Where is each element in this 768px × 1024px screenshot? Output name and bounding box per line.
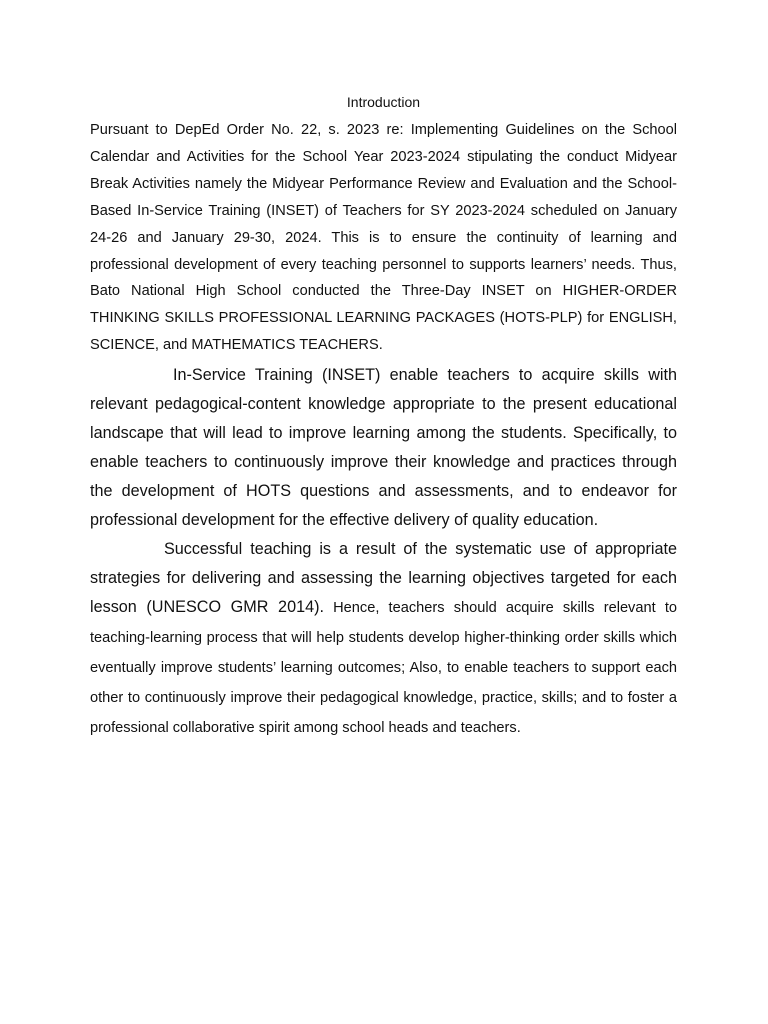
- paragraph-deped-order: Pursuant to DepEd Order No. 22, s. 2023 re: Implementing Guidelines on the School Calendar and Activities for the School Year 2023-2024 stipulating the conduct Midyear Break Activities namely the Midyear Performance Review and Evaluation and the School-Based In-Service Training (INSET) of Teachers for SY 2023-2024 scheduled on January 24-26 and January 29-30, 2024. This is to ensure the continuity of learning and professional development of every teaching personnel to supports learners’ needs. Thus, Bato National High School conducted the Three-Day INSET on HIGHER-ORDER THINKING SKILLS PROFESSIONAL LEARNING PACKAGES (HOTS-PLP) for ENGLISH, SCIENCE, and MATHEMATICS TEACHERS.: [90, 122, 677, 354]
- document-heading: Introduction: [346, 94, 421, 110]
- paragraph-successful-teaching: [90, 535, 677, 743]
- paragraph-successful-teaching-rest: Hence, teachers should acquire skills relevant to teaching-learning process that will help students develop higher-thinking order skills which eventually improve students’ learning outcomes; Also, to enable teachers to support each other to continuously improve their pedagogical knowledge, practice, skills; and to foster a professional collaborative spirit among school heads and teachers.: [90, 600, 677, 737]
- paragraph-inset-purpose: In-Service Training (INSET) enable teachers to acquire skills with relevant pedagogical-content knowledge appropriate to the present educational landscape that will lead to improve learning among the students. Specifically, to enable teachers to continuously improve their knowledge and practices through the development of HOTS questions and assessments, and to endeavor for professional development for the effective delivery of quality education.: [90, 366, 677, 530]
- document-page: [90, 91, 677, 743]
- paragraph-successful-teaching-lead: Successful teaching is a result of the systematic use of appropriate strategies for delivering and assessing the learning objectives targeted for each lesson (UNESCO GMR 2014).: [90, 540, 677, 617]
